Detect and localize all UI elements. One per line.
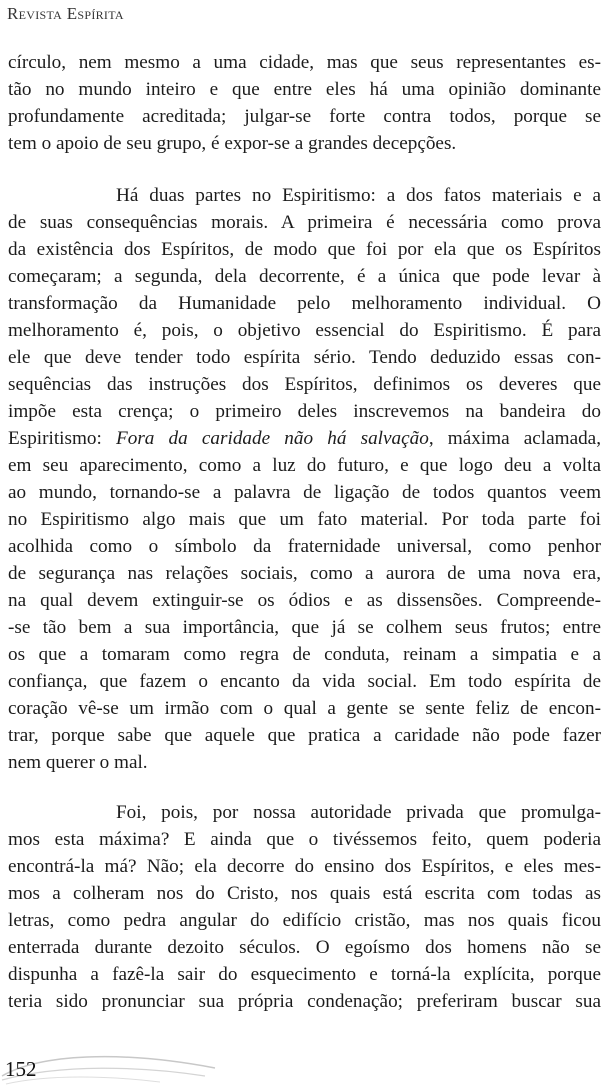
text-line: Espiritismo: Fora da caridade não há salvação, máxima aclamada, xyxy=(8,428,601,449)
page-number: 152 xyxy=(5,1057,37,1081)
text-line: os que a tomaram como regra de conduta, reinam a simpatia e a xyxy=(8,644,601,665)
text-line: acolhida como o símbolo da fraternidade universal, como penhor xyxy=(8,536,601,557)
text-line: mos esta máxima? E ainda que o tivéssemos feito, quem poderia xyxy=(8,829,601,850)
text-line: enterrada durante dezoito séculos. O egoísmo dos homens não se xyxy=(8,937,601,958)
text-line: dispunha a fazê-la sair do esquecimento e torná-la explícita, porque xyxy=(8,964,601,985)
text-line: sequências das instruções dos Espíritos, definimos os deveres que xyxy=(8,374,601,395)
text-line: no Espiritismo algo mais que um fato material. Por toda parte foi xyxy=(8,509,601,530)
text-line: círculo, nem mesmo a uma cidade, mas que seus representantes es- xyxy=(8,52,601,73)
text-line: mos a colheram nos do Cristo, nos quais está escrita com todas as xyxy=(8,883,601,904)
text-line: tem o apoio de seu grupo, é expor-se a grandes decepções. xyxy=(8,133,457,154)
text-line: na qual devem extinguir-se os ódios e as dissensões. Compreende- xyxy=(8,590,601,611)
text-line: profundamente acreditada; julgar-se forte contra todos, porque se xyxy=(8,106,601,127)
text-line: encontrá-la má? Não; ela decorre do ensino dos Espíritos, e eles mes- xyxy=(8,856,601,877)
text-line: -se tão bem a sua importância, que já se colhem seus frutos; entre xyxy=(8,617,601,638)
text-line: impõe esta crença; o primeiro deles inscrevemos na bandeira do xyxy=(8,401,601,422)
text-line: ele que deve tender todo espírita sério. Tendo deduzido essas con- xyxy=(8,347,601,368)
italic-maxim: Fora da caridade não há salvação xyxy=(116,428,429,449)
text-line: começaram; a segunda, dela decorrente, é a única que pode levar à xyxy=(8,266,601,287)
text-line: melhoramento é, pois, o objetivo essencial do Espiritismo. É para xyxy=(8,320,601,341)
text-line: da existência dos Espíritos, de modo que foi por ela que os Espíritos xyxy=(8,239,601,260)
running-head: Revista Espírita xyxy=(7,4,124,23)
text-line: de suas consequências morais. A primeira é necessária como prova xyxy=(8,212,601,233)
text-line: de segurança nas relações sociais, como a aurora de uma nova era, xyxy=(8,563,601,584)
text-line: coração vê-se um irmão com o qual a gente se sente feliz de encon- xyxy=(8,698,601,719)
text-line: transformação da Humanidade pelo melhoramento individual. O xyxy=(8,293,601,314)
text-line: letras, como pedra angular do edifício cristão, mas nos quais ficou xyxy=(8,910,601,931)
text-line: Foi, pois, por nossa autoridade privada que promulga- xyxy=(116,802,601,823)
text-line: tão no mundo inteiro e que entre eles há uma opinião dominante xyxy=(8,79,601,100)
text-line: em seu aparecimento, como a luz do futuro, e que logo deu a volta xyxy=(8,455,601,476)
text-line: Há duas partes no Espiritismo: a dos fatos materiais e a xyxy=(116,185,601,206)
text-line: ao mundo, tornando-se a palavra de ligação de todos quantos veem xyxy=(8,482,601,503)
text-line: confiança, que fazem o encanto da vida social. Em todo espírita de xyxy=(8,671,601,692)
text-line: nem querer o mal. xyxy=(8,752,148,773)
text-line: trar, porque sabe que aquele que pratica a caridade não pode fazer xyxy=(8,725,601,746)
text-line: teria sido pronunciar sua própria condenação; preferiram buscar sua xyxy=(8,991,601,1012)
